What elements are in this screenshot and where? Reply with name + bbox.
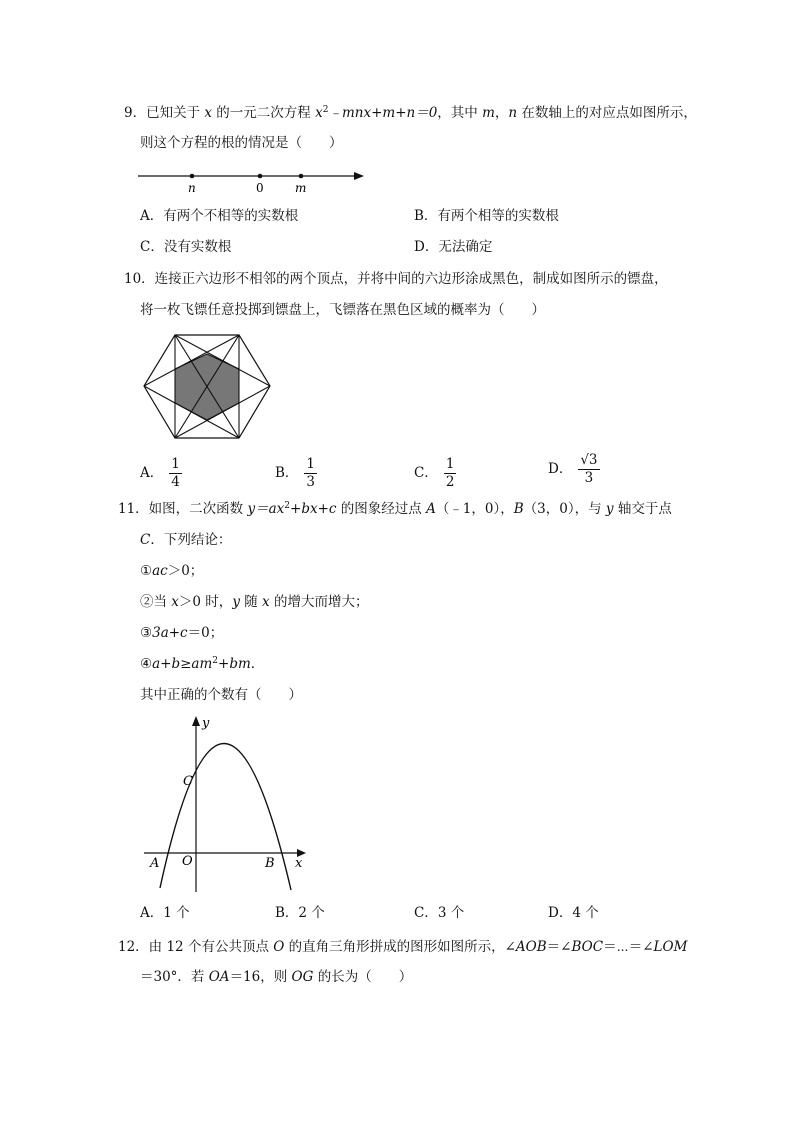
q10-option-d[interactable]: D． $\frac{√3}{3}$ [548,452,598,486]
q11-option-b[interactable]: B．2 个 [275,905,325,921]
label-A: A [150,856,160,871]
hexagon-dartboard-figure [136,328,284,448]
q12-line1: 12．由 12 个有公共顶点 O 的直角三角形拼成的图形如图所示，∠AOB＝∠BOC＝⋯＝∠LOM [118,939,688,955]
point-zero [258,174,263,179]
q10-line2: 将一枚飞镖任意投掷到镖盘上，飞镖落在黑色区域的概率为（ ） [140,302,545,318]
label-C: C [183,774,193,789]
fraction-c: $\frac{1}{2}$ [445,456,455,490]
label-O: O [182,854,193,869]
q9-line2: 则这个方程的根的情况是（ ） [140,135,343,151]
q11-line1: 11．如图，二次函数 $y=ax^2+bx+c$ 的图象经过点 A（﹣1，0），B（3，0），与 y 轴交于点 [118,501,672,517]
q9-option-b[interactable]: B．有两个相等的实数根 [414,208,559,224]
q12-line2: ＝30°．若 OA＝16，则 OG 的长为（ ） [140,969,413,985]
q11-conclusion-2: ②当 x＞0 时，y 随 x 的增大而增大； [140,594,369,610]
y-axis-arrow [192,716,200,726]
q11-line2: C．下列结论： [140,532,232,548]
q9-line1: 9．已知关于 x 的一元二次方程 $x^2﹣mnx+m+n=0$，其中 m，n 在数轴上的对应点如图所示， [124,105,697,121]
q11-conclusion-3: ③3a+c＝0； [140,625,224,641]
q9-option-c[interactable]: C．没有实数根 [140,239,232,255]
number-line-figure [134,163,370,197]
fraction-b: $\frac{1}{3}$ [306,456,316,490]
q10-option-c[interactable]: C． $\frac{1}{2}$ [414,456,455,490]
q10-line1: 10．连接正六边形不相邻的两个顶点，并将中间的六边形涂成黑色，制成如图所示的镖盘， [124,271,668,287]
q9-option-d[interactable]: D．无法确定 [414,239,493,255]
q11-conclusion-4: $④a+b\ge am^2+bm$． [140,656,265,672]
label-y: y [202,716,210,731]
fraction-a: $\frac{1}{4}$ [171,456,180,490]
number-line-arrow [354,172,364,180]
q11-option-a[interactable]: A．1 个 [140,905,190,921]
q11-conclusion-1: ①ac＞0； [140,563,204,579]
point-n [190,174,195,179]
fraction-d: $\frac{√3}{3}$ [580,452,598,486]
q11-question: 其中正确的个数有（ ） [140,687,302,703]
parabola-graph-figure [136,710,316,896]
label-B: B [265,856,275,871]
point-m [299,174,304,179]
label-n: n [188,181,196,195]
label-x: x [295,856,303,871]
q11-option-d[interactable]: D．4 个 [548,905,599,921]
label-m: m [295,181,307,195]
q10-option-b[interactable]: B． $\frac{1}{3}$ [275,456,316,490]
q11-option-c[interactable]: C．3 个 [414,905,465,921]
q9-option-a[interactable]: A．有两个不相等的实数根 [140,208,299,224]
q10-option-a[interactable]: A． $\frac{1}{4}$ [140,456,180,490]
label-zero: 0 [256,181,264,195]
